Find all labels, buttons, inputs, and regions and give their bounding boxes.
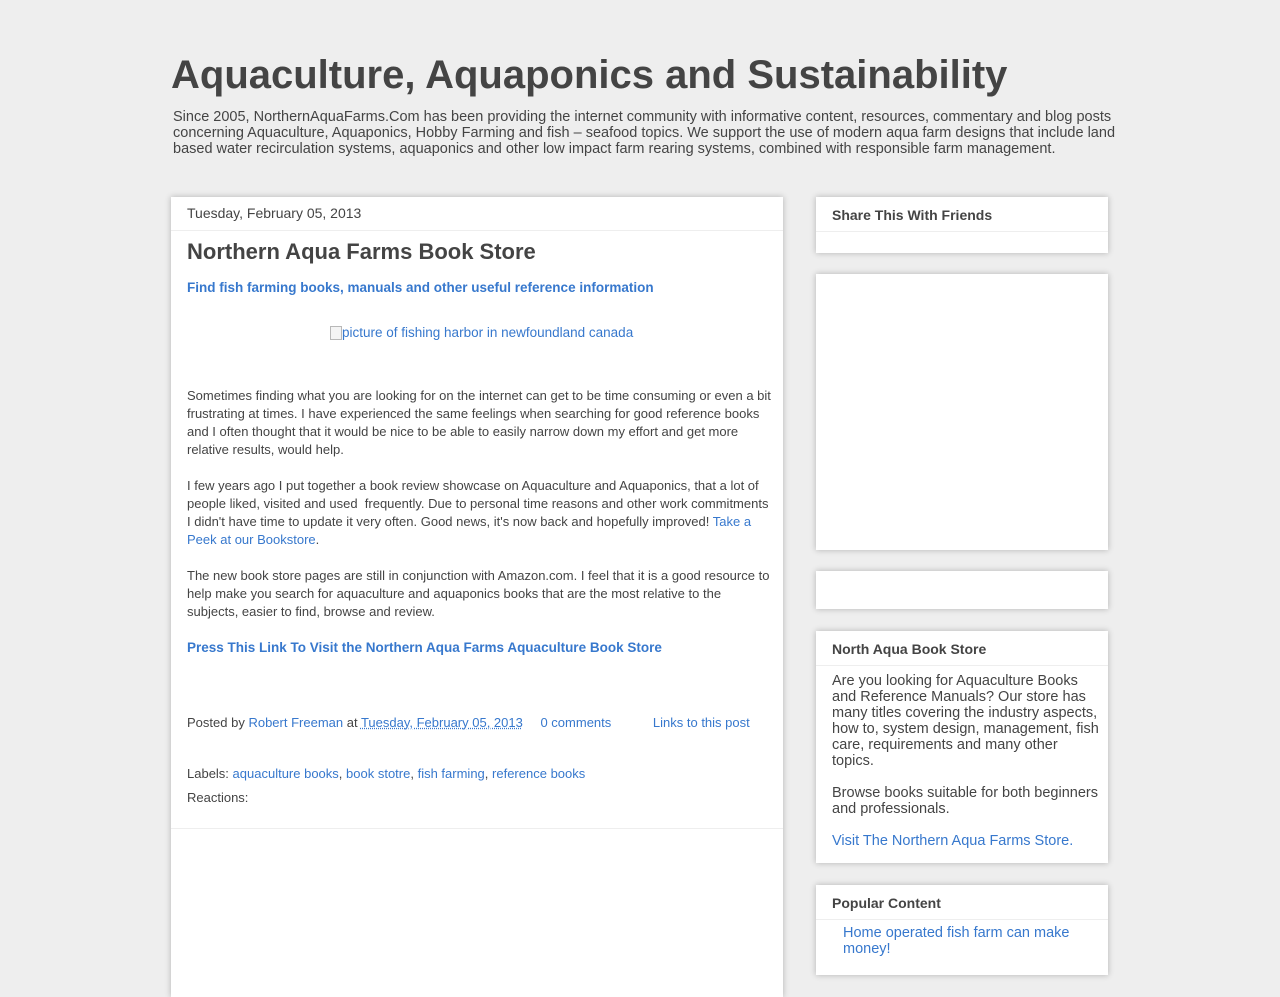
blank-widget [816,571,1108,609]
visit-bookstore-link[interactable]: Press This Link To Visit the Northern Aqua Farms Aquaculture Book Store [187,640,662,655]
divider [816,665,1108,666]
links-to-post-link[interactable]: Links to this post [652,715,750,730]
labels-prefix: Labels: [187,766,229,781]
post-paragraph-3: The new book store pages are still in conjunction with Amazon.com. I feel that it is a good resource to help make you search for aquaculture and aquaponics books that are the most relative to the subjects, easier to find, browse and review. [187,568,770,619]
post-title: Northern Aqua Farms Book Store [187,239,536,264]
share-widget [816,197,1108,253]
image-alt-text: picture of fishing harbor in newfoundland canada [342,325,634,340]
popular-item-link[interactable]: Home operated fish farm can make money! [843,925,1070,957]
divider [816,231,1108,232]
divider [171,828,783,829]
post-date-header: Tuesday, February 05, 2013 [187,205,362,221]
popular-content-title: Popular Content [832,895,941,911]
popular-content-widget [816,885,1108,975]
paragraph-2-end: . [315,532,320,547]
visit-store-link[interactable]: Visit The Northern Aqua Farms Store. [832,833,1074,849]
bookstore-widget-body [832,673,1100,849]
bookstore-widget-title: North Aqua Book Store [832,641,987,657]
label-link[interactable]: fish farming [417,766,485,781]
blank-widget [816,274,1108,550]
label-link[interactable]: reference books [492,766,586,781]
post-card [171,197,783,997]
bookstore-text-2: Browse books suitable for both beginners and professionals. [832,785,1098,817]
comments-link[interactable]: 0 comments [540,715,612,730]
post-image-link[interactable] [330,325,633,340]
paragraph-2-text: I few years ago I put together a book review showcase on Aquaculture and Aquaponics, that a lot of people liked, visited and used frequently. Due to personal time reasons and other work commitments I didn't have time to update it very often. Good news, it's now back and hopefully improved! [187,478,769,529]
broken-image-icon [330,326,342,340]
bookstore-widget [816,631,1108,863]
bookstore-text-1: Are you looking for Aquaculture Books and Reference Manuals? Our store has many titles covering the industry aspects, how to, system design, management, fish care, requirements and many other topics. [832,673,1099,769]
author-link[interactable]: Robert Freeman [248,715,344,730]
divider [816,919,1108,920]
labels-line: Labels: aquaculture books, book stotre, fish farming, reference books [187,766,586,781]
divider [171,230,783,231]
post-paragraph-2 [187,477,771,549]
at-label: at [346,715,358,730]
label-link[interactable]: book stotre [346,766,411,781]
post-footer [187,715,777,730]
posted-by-label: Posted by [187,715,245,730]
share-widget-title: Share This With Friends [832,207,993,223]
bookstore-link[interactable]: Take a Peek at our Bookstore [187,514,752,547]
blog-description: Since 2005, NorthernAquaFarms.Com has been providing the internet community with informative content, resources, commentary and blog posts concerning Aquaculture, Aquaponics, Hobby Farming and fish – seafood topics. We support the use of modern aqua farm designs that include land based water recirculation systems, aquaponics and other low impact farm rearing systems, combined with responsible farm management. [173,109,1116,157]
reactions-label: Reactions: [187,790,249,805]
subtitle-link[interactable]: Find fish farming books, manuals and other useful reference information [187,280,654,295]
blog-title: Aquaculture, Aquaponics and Sustainability [171,53,1008,97]
label-link[interactable]: aquaculture books [232,766,339,781]
post-paragraph-1: Sometimes finding what you are looking for on the internet can get to be time consuming or even a bit frustrating at times. I have experienced the same feelings when searching for good reference books and I often thought that it would be nice to be able to easily narrow down my effort and get more relative results, would help. [187,388,771,457]
timestamp-link[interactable]: Tuesday, February 05, 2013 [360,715,523,730]
